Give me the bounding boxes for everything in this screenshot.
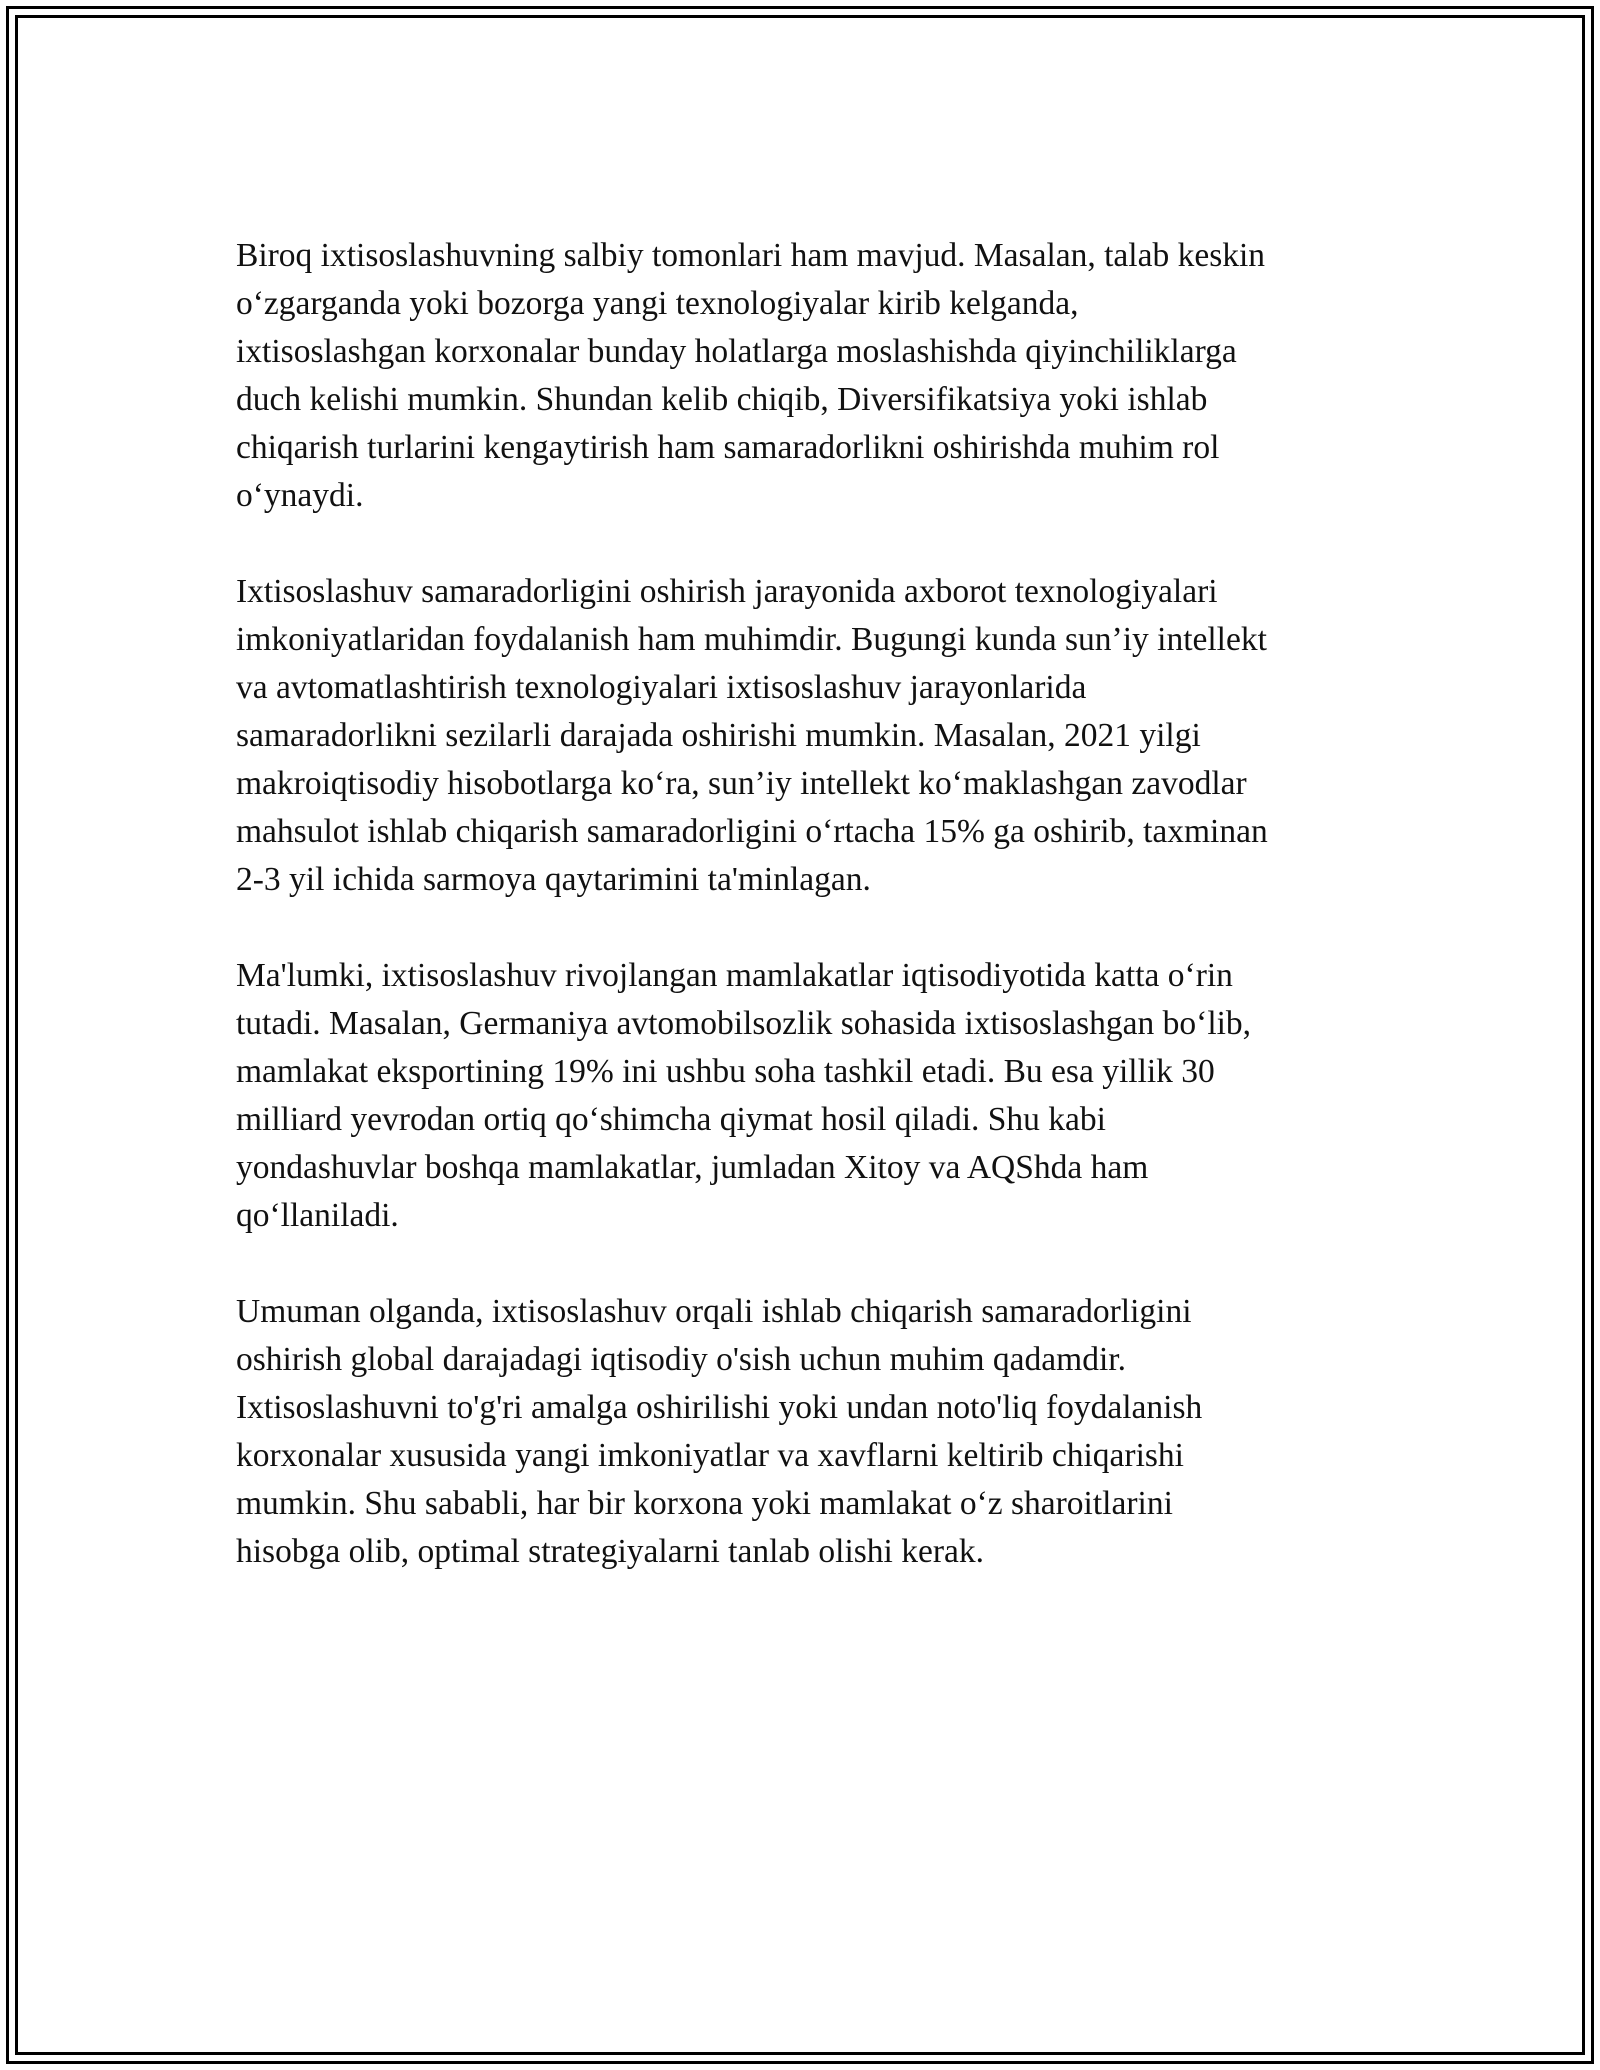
text-line: Ixtisoslashuv samaradorligini oshirish jarayonida axborot texnologiyalari: [236, 573, 1218, 610]
paragraph-4: [236, 1288, 1376, 1576]
document-body: [236, 232, 1376, 1624]
text-line: duch kelishi mumkin. Shundan kelib chiqib, Diversifikatsiya yoki ishlab: [236, 381, 1208, 418]
paragraph-3: [236, 952, 1376, 1240]
text-line: hisobga olib, optimal strategiyalarni tanlab olishi kerak.: [236, 1533, 984, 1570]
text-line: oshirish global darajadagi iqtisodiy o'sish uchun muhim qadamdir.: [236, 1341, 1126, 1378]
text-line: tutadi. Masalan, Germaniya avtomobilsozlik sohasida ixtisoslashgan bo‘lib,: [236, 1005, 1252, 1042]
paragraph-2: [236, 568, 1376, 904]
text-line: mahsulot ishlab chiqarish samaradorligini o‘rtacha 15% ga oshirib, taxminan: [236, 813, 1268, 850]
text-line: Ixtisoslashuvni to'g'ri amalga oshirilishi yoki undan noto'liq foydalanish: [236, 1389, 1203, 1426]
text-line: imkoniyatlaridan foydalanish ham muhimdir. Bugungi kunda sun’iy intellekt: [236, 621, 1267, 658]
text-line: Umuman olganda, ixtisoslashuv orqali ishlab chiqarish samaradorligini: [236, 1293, 1192, 1330]
text-line: o‘zgarganda yoki bozorga yangi texnologiyalar kirib kelganda,: [236, 285, 1079, 322]
text-line: 2-3 yil ichida sarmoya qaytarimini ta'minlagan.: [236, 861, 871, 898]
text-line: korxonalar xususida yangi imkoniyatlar va xavflarni keltirib chiqarishi: [236, 1437, 1184, 1474]
text-line: o‘ynaydi.: [236, 477, 364, 514]
text-line: yondashuvlar boshqa mamlakatlar, jumladan Xitoy va AQShda ham: [236, 1149, 1149, 1186]
text-line: Ma'lumki, ixtisoslashuv rivojlangan mamlakatlar iqtisodiyotida katta o‘rin: [236, 957, 1233, 994]
text-line: qo‘llaniladi.: [236, 1197, 399, 1234]
paragraph-1: [236, 232, 1376, 520]
text-line: Biroq ixtisoslashuvning salbiy tomonlari ham mavjud. Masalan, talab keskin: [236, 237, 1266, 274]
text-line: makroiqtisodiy hisobotlarga ko‘ra, sun’iy intellekt ko‘maklashgan zavodlar: [236, 765, 1247, 802]
text-line: mamlakat eksportining 19% ini ushbu soha tashkil etadi. Bu esa yillik 30: [236, 1053, 1215, 1090]
text-line: samaradorlikni sezilarli darajada oshirishi mumkin. Masalan, 2021 yilgi: [236, 717, 1201, 754]
text-line: chiqarish turlarini kengaytirish ham samaradorlikni oshirishda muhim rol: [236, 429, 1220, 466]
text-line: milliard yevrodan ortiq qo‘shimcha qiymat hosil qiladi. Shu kabi: [236, 1101, 1106, 1138]
text-line: va avtomatlashtirish texnologiyalari ixtisoslashuv jarayonlarida: [236, 669, 1087, 706]
text-line: mumkin. Shu sababli, har bir korxona yoki mamlakat o‘z sharoitlarini: [236, 1485, 1173, 1522]
text-line: ixtisoslashgan korxonalar bunday holatlarga moslashishda qiyinchiliklarga: [236, 333, 1237, 370]
